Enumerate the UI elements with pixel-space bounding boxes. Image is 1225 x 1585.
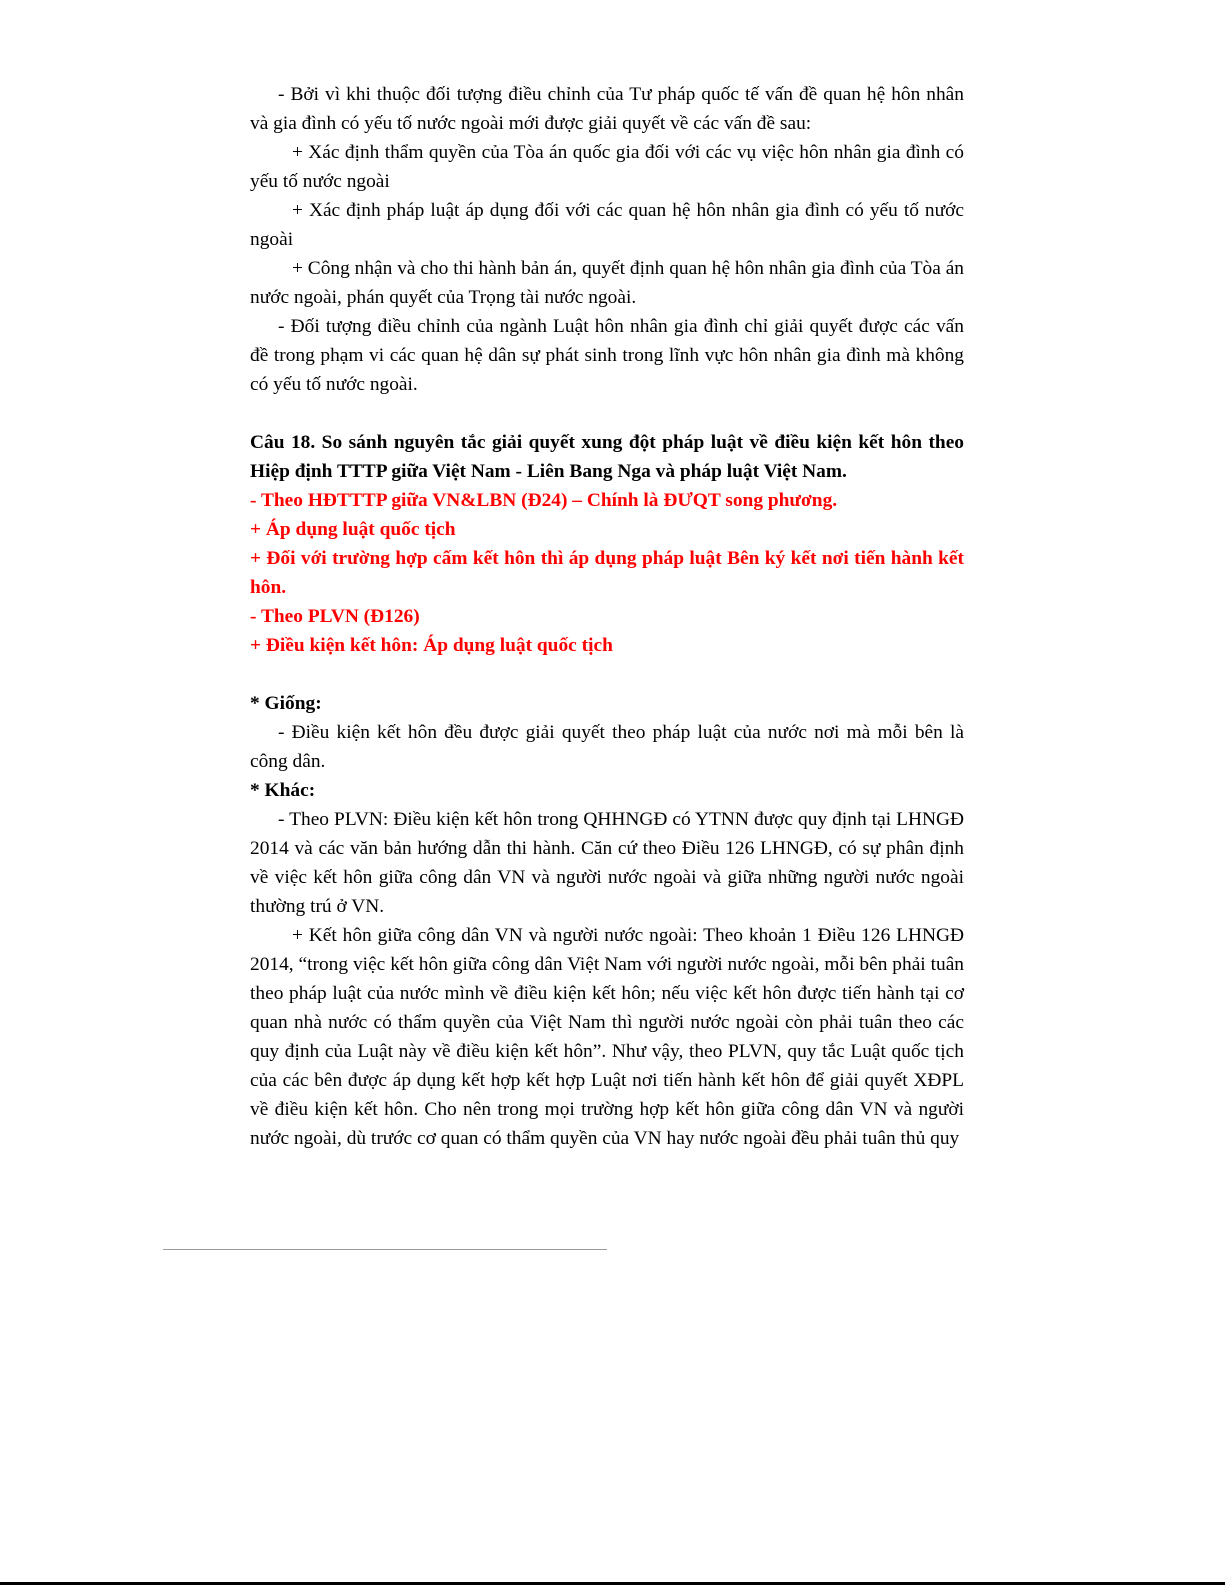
differences-heading: * Khác: <box>250 780 316 801</box>
red-note-prohibited-marriage: + Đối với trường hợp cấm kết hôn thì áp dụng pháp luật Bên ký kết nơi tiến hành kết hôn. <box>250 548 964 598</box>
spacer <box>250 660 964 689</box>
list-item-applicable-law: + Xác định pháp luật áp dụng đối với các quan hệ hôn nhân gia đình có yếu tố nước ngoài <box>250 200 964 250</box>
list-item-recognition: + Công nhận và cho thi hành bản án, quyết định quan hệ hôn nhân gia đình của Tòa án nước ngoài, phán quyết của Trọng tài nước ngoài. <box>250 258 964 308</box>
list-item-jurisdiction: + Xác định thẩm quyền của Tòa án quốc gia đối với các vụ việc hôn nhân gia đình có yếu tố nước ngoài <box>250 142 964 192</box>
paragraph-plvn-difference: - Theo PLVN: Điều kiện kết hôn trong QHHNGĐ có YTNN được quy định tại LHNGĐ 2014 và các văn bản hướng dẫn thi hành. Căn cứ theo Điều 126 LHNGĐ, có sự phân định về việc kết hôn giữa công dân VN và người nước ngoài và giữa những người nước ngoài thường trú ở VN. <box>250 809 964 917</box>
red-note-treaty: - Theo HĐTTTP giữa VN&LBN (Đ24) – Chính là ĐƯQT song phương. <box>250 490 838 511</box>
footnote-separator <box>163 1249 607 1250</box>
page-body <box>250 80 964 1153</box>
spacer <box>250 399 964 428</box>
red-note-plvn: - Theo PLVN (Đ126) <box>250 606 420 627</box>
red-note-marriage-conditions: + Điều kiện kết hôn: Áp dụng luật quốc tịch <box>250 635 613 656</box>
red-note-nationality-law: + Áp dụng luật quốc tịch <box>250 519 456 540</box>
similarities-heading: * Giống: <box>250 693 322 714</box>
paragraph-similarity: - Điều kiện kết hôn đều được giải quyết theo pháp luật của nước nơi mà mỗi bên là công dân. <box>250 722 964 772</box>
paragraph-family-law-scope: - Đối tượng điều chỉnh của ngành Luật hôn nhân gia đình chỉ giải quyết được các vấn đề trong phạm vi các quan hệ dân sự phát sinh trong lĩnh vực hôn nhân gia đình mà không có yếu tố nước ngoài. <box>250 316 964 395</box>
paragraph-reason-intro: - Bởi vì khi thuộc đối tượng điều chỉnh của Tư pháp quốc tế vấn đề quan hệ hôn nhân và gia đình có yếu tố nước ngoài mới được giải quyết về các vấn đề sau: <box>250 84 964 134</box>
question-heading: Câu 18. So sánh nguyên tắc giải quyết xung đột pháp luật về điều kiện kết hôn theo Hiệp định TTTP giữa Việt Nam - Liên Bang Nga và pháp luật Việt Nam. <box>250 432 964 482</box>
paragraph-vn-foreigner-marriage: + Kết hôn giữa công dân VN và người nước ngoài: Theo khoản 1 Điều 126 LHNGĐ 2014, “trong việc kết hôn giữa công dân Việt Nam với người nước ngoài, mỗi bên phải tuân theo pháp luật của nước mình về điều kiện kết hôn; nếu việc kết hôn được tiến hành tại cơ quan nhà nước có thẩm quyền của Việt Nam thì người nước ngoài còn phải tuân theo các quy định của Luật này về điều kiện kết hôn”. Như vậy, theo PLVN, quy tắc Luật quốc tịch của các bên được áp dụng kết hợp kết hợp Luật nơi tiến hành kết hôn để giải quyết XĐPL về điều kiện kết hôn. Cho nên trong mọi trường hợp kết hôn giữa công dân VN và người nước ngoài, dù trước cơ quan có thẩm quyền của VN hay nước ngoài đều phải tuân thủ quy <box>250 925 964 1149</box>
